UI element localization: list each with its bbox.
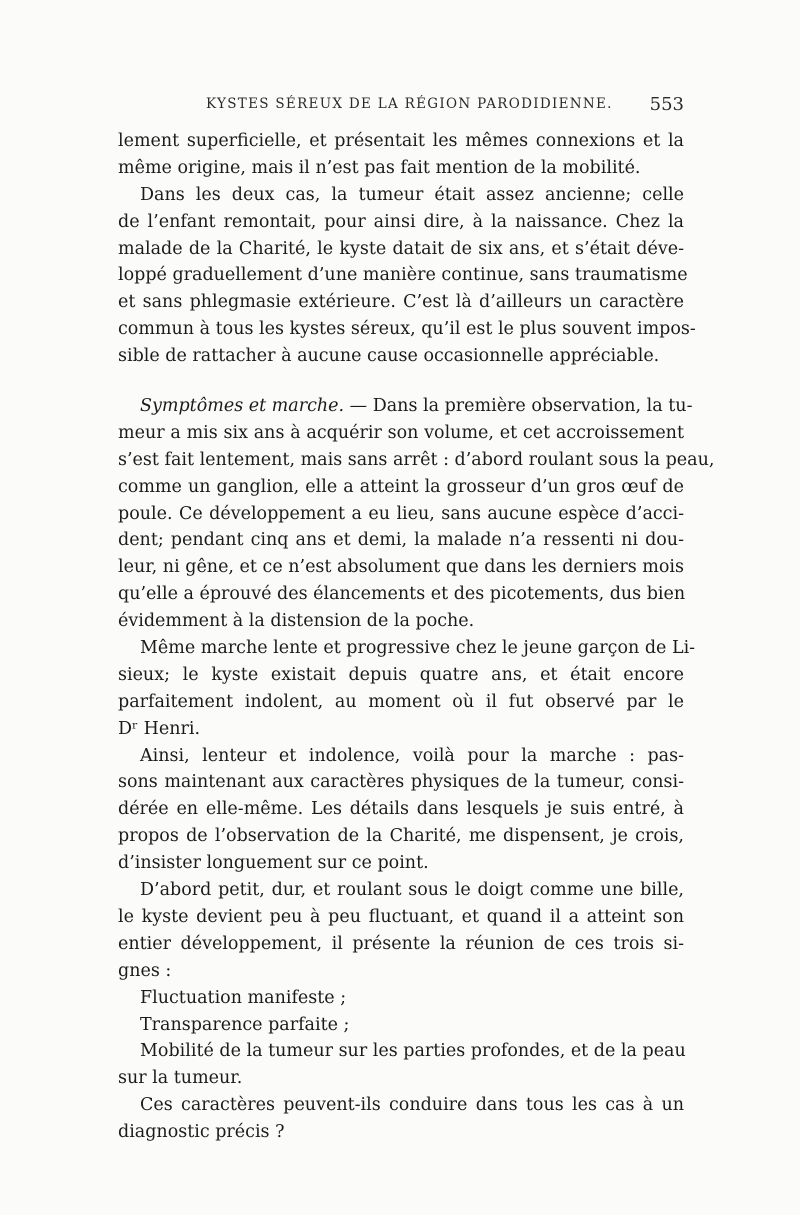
paragraph-9 (118, 1038, 684, 1092)
text-line: le kyste devient peu à peu fluctuant, et quand il a atteint son (118, 906, 684, 927)
text-line: Mobilité de la tumeur sur les parties profondes, et de la peau (140, 1041, 686, 1062)
text-line: diagnostic précis ? (118, 1122, 285, 1143)
paragraph-8 (118, 1012, 684, 1039)
running-title: KYSTES SÉREUX DE LA RÉGION PARODIDIENNE. (206, 96, 613, 112)
text-line: Ainsi, lenteur et indolence, voilà pour la marche : pas- (140, 745, 684, 766)
text-line: dérée en elle-même. Les détails dans lesquels je suis entré, à (118, 799, 684, 820)
text-line-rest: — Dans la première observation, la tu- (349, 396, 693, 417)
paragraph-5 (118, 743, 684, 877)
text-line: sons maintenant aux caractères physiques de la tumeur, consi- (118, 772, 684, 793)
text-line: sieux; le kyste existait depuis quatre ans, et était encore (118, 664, 684, 685)
paragraph-6 (118, 877, 684, 985)
text-line: propos de l’observation de la Charité, me dispensent, je crois, (118, 826, 684, 847)
text-line: poule. Ce développement a eu lieu, sans aucune espèce d’acci- (118, 503, 684, 524)
text-line: et sans phlegmasie extérieure. C’est là d’ailleurs un caractère (118, 292, 684, 313)
text-line: sible de rattacher à aucune cause occasionnelle appréciable. (118, 346, 660, 367)
section-gap (118, 370, 684, 393)
text-line: lement superficielle, et présentait les mêmes connexions et la (118, 131, 684, 151)
text-line: s’est fait lentement, mais sans arrêt : d’abord roulant sous la peau, (118, 449, 715, 470)
text-line: Dans les deux cas, la tumeur était assez ancienne; celle (140, 184, 684, 205)
text-line: Dʳ Henri. (118, 718, 201, 739)
paragraph-3 (118, 393, 715, 635)
text-line: loppé graduellement d’une manière continue, sans traumatisme (118, 265, 688, 286)
text-line: comme un ganglion, elle a atteint la grosseur d’un gros œuf de (118, 476, 684, 497)
text-line: gnes : (118, 960, 172, 981)
text-line: malade de la Charité, le kyste datait de six ans, et s’était déve- (118, 238, 684, 259)
text-line: leur, ni gêne, et ce n’est absolument que dans les derniers mois (118, 557, 684, 578)
text-line: Fluctuation manifeste ; (140, 987, 347, 1008)
text-line (118, 393, 693, 420)
paragraph-4 (118, 635, 696, 743)
page-header (118, 96, 684, 120)
text-line: commun à tous les kystes séreux, qu’il est le plus souvent impos- (118, 319, 696, 340)
text-line: dent; pendant cinq ans et demi, la malade n’a ressenti ni dou- (118, 530, 684, 551)
text-line: évidemment à la distension de la poche. (118, 611, 475, 632)
text-line: de l’enfant remontait, pour ainsi dire, à la naissance. Chez la (118, 211, 684, 232)
paragraph-2 (118, 182, 696, 370)
text-line: Transparence parfaite ; (140, 1014, 350, 1035)
text-line: Même marche lente et progressive chez le jeune garçon de Li- (140, 638, 696, 659)
paragraph-7 (118, 985, 684, 1012)
paragraph-1 (118, 128, 684, 182)
page-number: 553 (649, 94, 684, 115)
paragraph-10 (118, 1092, 684, 1146)
text-line: qu’elle a éprouvé des élancements et des picotements, dus bien (118, 584, 686, 605)
text-line: meur a mis six ans à acquérir son volume, et cet accroissement (118, 422, 684, 443)
text-line: parfaitement indolent, au moment où il fut observé par le (118, 691, 684, 712)
body-text (118, 128, 715, 1146)
text-line: sur la tumeur. (118, 1068, 243, 1089)
text-line: d’insister longuement sur ce point. (118, 853, 429, 874)
text-line: entier développement, il présente la réunion de ces trois si- (118, 933, 684, 954)
section-subheading: Symptômes et marche. (140, 396, 345, 417)
text-line: Ces caractères peuvent-ils conduire dans tous les cas à un (140, 1095, 684, 1116)
text-line: même origine, mais il n’est pas fait mention de la mobilité. (118, 157, 641, 178)
text-line: D’abord petit, dur, et roulant sous le doigt comme une bille, (140, 880, 684, 901)
